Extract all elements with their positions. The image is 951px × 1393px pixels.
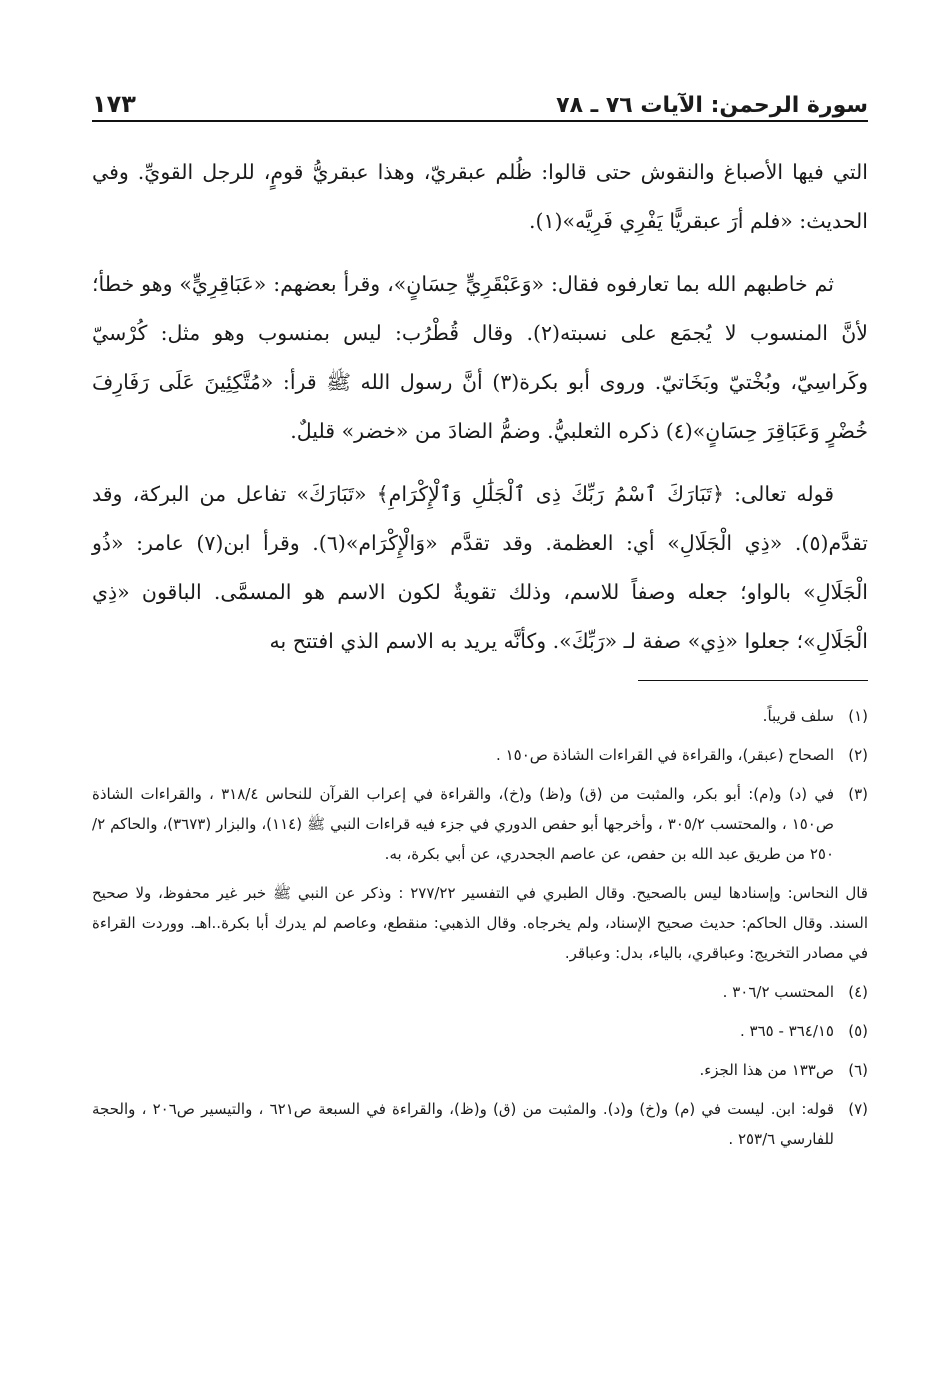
- footnote-number: (٦): [848, 1061, 868, 1079]
- running-title: سورة الرحمن: الآيات ٧٦ ـ ٧٨: [556, 93, 868, 118]
- footnote-text: ص١٣٣ من هذا الجزء.: [699, 1061, 834, 1079]
- paragraph-3: قوله تعالى: ﴿تَبَارَكَ ٱسْمُ رَبِّكَ ذِى ٱلْجَلَٰلِ وَٱلْإِكْرَامِ﴾ «تَبَارَكَ» تفاعل من البركة، وقد تقدَّم(٥). «ذِي الْجَلَالِ» أي: العظمة. وقد تقدَّم «وَالْإِكْرَام»(٦). وقرأ ابن(٧) عامر: «ذُو الْجَلَالِ» بالواو؛ جعله وصفاً للاسم، وذلك تقويةٌ لكون الاسم هو المسمَّى. الباقون «ذِي الْجَلَالِ»؛ جعلوا «ذِي» صفة لـ «رَبِّكَ». وكأنَّه يريد به الاسم الذي افتتح به: [92, 482, 868, 653]
- footnotes: [92, 701, 868, 1154]
- main-text: [92, 148, 868, 666]
- footnote-item: [92, 1094, 868, 1154]
- footnote-item: [92, 977, 868, 1007]
- footnote-item: [92, 701, 868, 731]
- footnote-number: (٢): [848, 746, 868, 764]
- footnote-item: [92, 1016, 868, 1046]
- footnote-text: الصحاح (عبقر)، والقراءة في القراءات الشاذة ص١٥٠ .: [496, 746, 834, 764]
- page-number: ١٧٣: [92, 90, 136, 118]
- header-rule: [92, 120, 868, 122]
- footnote-number: (٧): [848, 1100, 868, 1118]
- footnote-item: [92, 740, 868, 770]
- footnote-text: المحتسب ٣٠٦/٢ .: [722, 983, 834, 1001]
- footnote-item: [92, 779, 868, 869]
- footnote-text: ٣٦٤/١٥ - ٣٦٥ .: [739, 1022, 834, 1040]
- footnote-number: (٤): [848, 983, 868, 1001]
- footnote-text: سلف قريباً.: [762, 707, 834, 725]
- footnote-text: في (د) و(م): أبو بكر، والمثبت من (ق) و(ظ) و(خ)، والقراءة في إعراب القرآن للنحاس ٣١٨/٤ ، والقراءات الشاذة ص١٥٠ ، والمحتسب ٣٠٥/٢ ، وأخرجها أبو حفص الدوري في جزء فيه قراءات النبي ﷺ (١١٤)، والبزار (٣٦٧٣)، والحاكم ٢/ ٢٥٠ من طريق عبد الله بن حفص، عن عاصم الجحدري، عن أبي بكرة، به.: [92, 785, 835, 863]
- page-header: [92, 80, 868, 118]
- footnote-text: قوله: ابن. ليست في (م) و(خ) و(د). والمثبت من (ق) و(ظ)، والقراءة في السبعة ص٦٢١ ، والتيسير ص٢٠٦ ، والحجة للفارسي ٢٥٣/٦ .: [92, 1100, 835, 1148]
- paragraph-1: التي فيها الأصباغ والنقوش حتى قالوا: ظُلم عبقريّ، وهذا عبقريُّ قومٍ، للرجل القويِّ. وفي الحديث: «فلم أرَ عبقريًّا يَفْرِي فَرِيَّه»(١).: [92, 160, 868, 233]
- footnote-number: (٣): [848, 785, 868, 803]
- footnote-continuation: قال النحاس: وإسنادها ليس بالصحيح. وقال الطبري في التفسير ٢٧٧/٢٢ : وذكر عن النبي ﷺ خبر غير محفوظ، ولا صحيح السند. وقال الحاكم: حديث صحيح الإسناد، ولم يخرجاه. وقال الذهبي: منقطع، وعاصم لم يدرك أبا بكرة..اهـ. ووردت القراءة في مصادر التخريج: وعباقري، بالياء، بدل: وعباقر.: [92, 884, 868, 962]
- paragraph-2: ثم خاطبهم الله بما تعارفوه فقال: «وَعَبْقَرِيٍّ حِسَانٍ»، وقرأ بعضهم: «عَبَاقِرِيٍّ» وهو خطأ؛ لأنَّ المنسوب لا يُجمَع على نسبته(٢). وقال قُطْرُب: ليس بمنسوب وهو مثل: كُرْسيّ وكَراسِيّ، وبُخْتيّ وبَخَاتيّ. وروى أبو بكرة(٣) أنَّ رسول الله ﷺ قرأ: «مُتَّكِئِينَ عَلَى رَفَارِفَ خُضْرٍ وَعَبَاقِرَ حِسَانٍ»(٤) ذكره الثعلبيُّ. وضمُّ الضادَ من «خضر» قليلٌ.: [92, 272, 868, 443]
- footnote-item: [92, 1055, 868, 1085]
- footnote-rule: [638, 680, 868, 681]
- book-page: [92, 80, 868, 1163]
- footnote-number: (٥): [848, 1022, 868, 1040]
- footnote-number: (١): [848, 707, 868, 725]
